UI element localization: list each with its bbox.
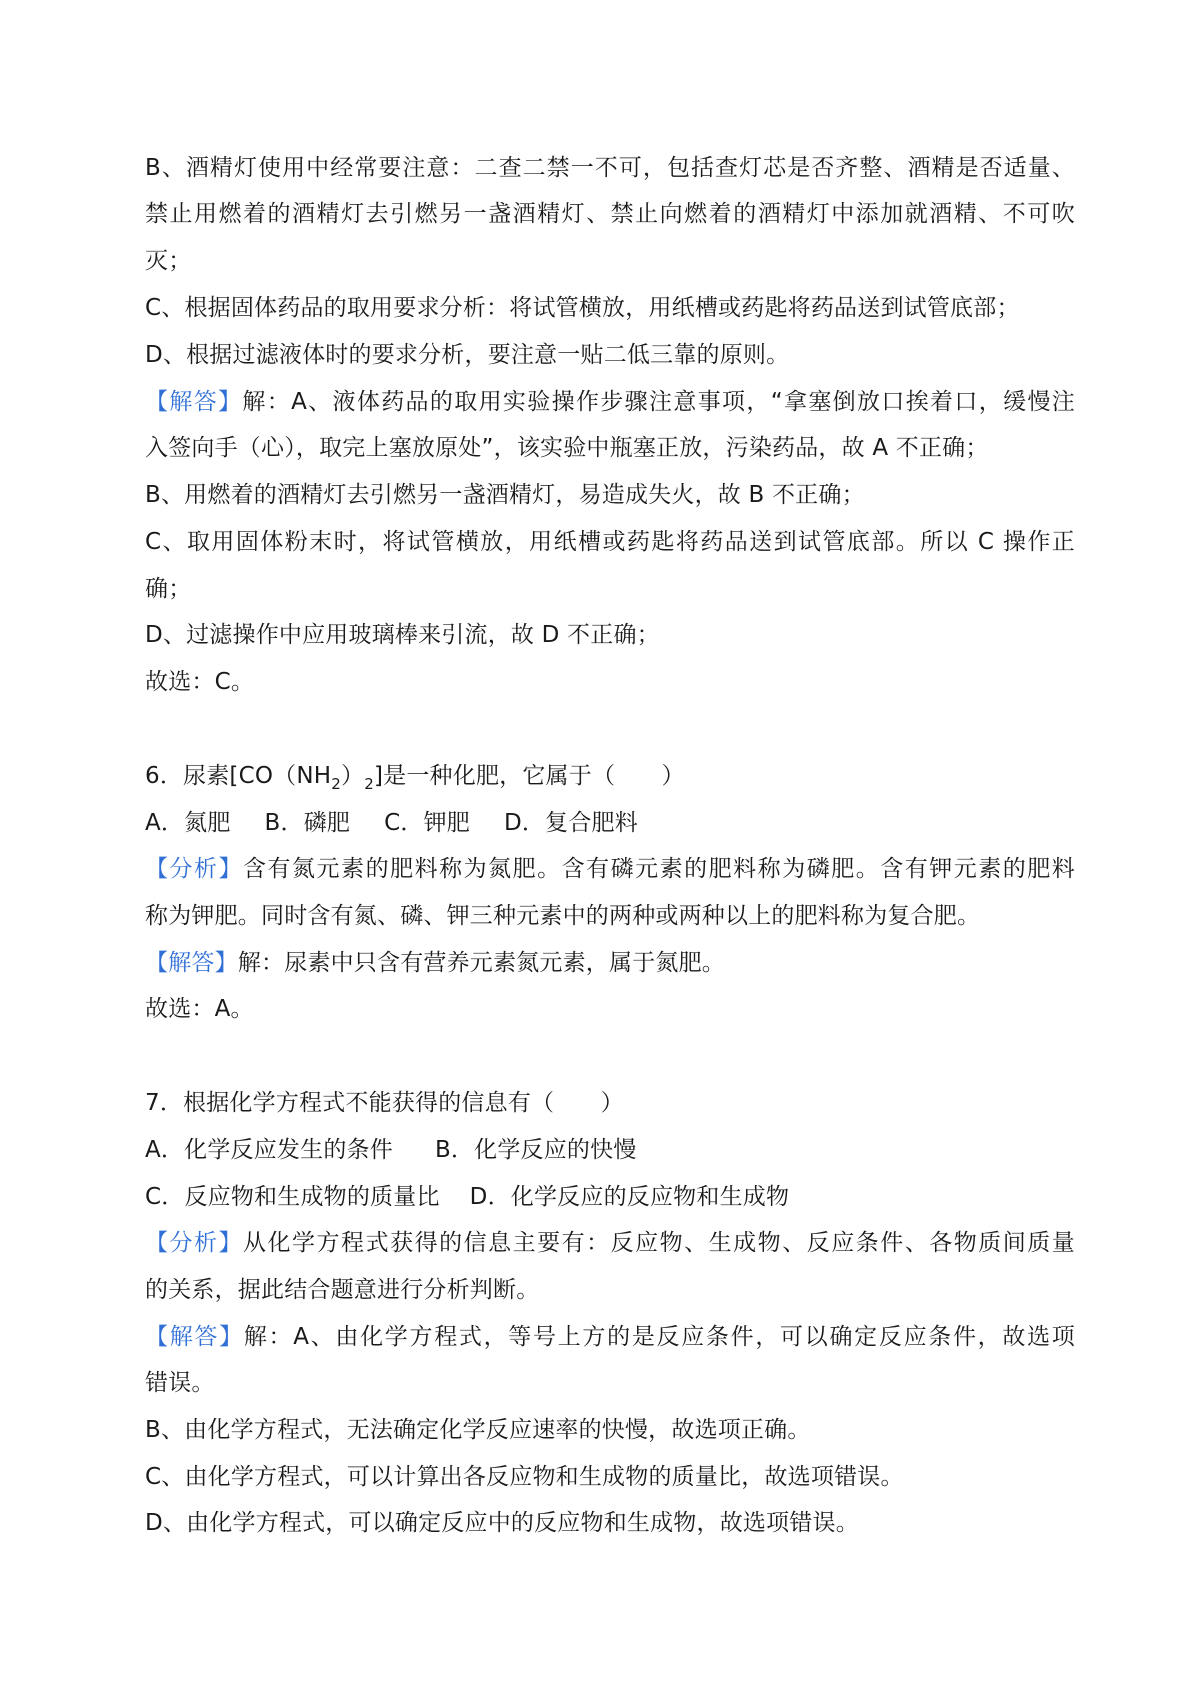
q6-stem-post: ]是一种化肥，它属于（ ） bbox=[373, 763, 685, 789]
q7-answer-b: B、由化学方程式，无法确定化学反应速率的快慢，故选项正确。 bbox=[145, 1417, 811, 1443]
q7-answer-line2: 错误。 bbox=[145, 1370, 215, 1396]
q5-answer-line2: 入签向手（心），取完上塞放原处”，该实验中瓶塞正放，污染药品，故 A 不正确； bbox=[145, 435, 989, 461]
answer-tag: 【解答】 bbox=[145, 950, 238, 976]
answer-tag: 【解答】 bbox=[145, 389, 243, 415]
q6-stem-sub1: 2 bbox=[331, 775, 342, 793]
q6-stem bbox=[145, 760, 1075, 792]
q7-options-row1 bbox=[145, 1134, 1075, 1166]
q6-stem-pre: 6．尿素[CO（NH bbox=[145, 763, 332, 789]
analysis-tag: 【分析】 bbox=[145, 1230, 244, 1256]
q5-answer-line1 bbox=[145, 386, 1075, 418]
q6-choice: 故选：A。 bbox=[145, 996, 254, 1022]
q6-analysis-line2: 称为钾肥。同时含有氮、磷、钾三种元素中的两种或两种以上的肥料称为复合肥。 bbox=[145, 903, 981, 929]
q7-analysis-line1 bbox=[145, 1227, 1075, 1259]
q5-b-analysis-line1: B、酒精灯使用中经常要注意：二查二禁一不可，包括查灯芯是否齐整、酒精是否适量、 bbox=[145, 155, 1075, 181]
q7-option-b: B．化学反应的快慢 bbox=[434, 1137, 637, 1163]
q5-choice: 故选：C。 bbox=[145, 669, 255, 695]
q6-answer-text: 解：尿素中只含有营养元素氮元素，属于氮肥。 bbox=[237, 950, 726, 976]
answer-tag: 【解答】 bbox=[145, 1324, 244, 1350]
q5-c-analysis: C、根据固体药品的取用要求分析：将试管横放，用纸槽或药匙将药品送到试管底部； bbox=[145, 295, 1020, 321]
q6-answer bbox=[145, 947, 1075, 979]
analysis-tag: 【分析】 bbox=[145, 856, 244, 882]
q7-stem: 7．根据化学方程式不能获得的信息有（ ） bbox=[145, 1090, 624, 1116]
q5-answer-c-line1: C、取用固体粉末时，将试管横放，用纸槽或药匙将药品送到试管底部。所以 C 操作正 bbox=[145, 529, 1075, 555]
q7-answer-c: C、由化学方程式，可以计算出各反应物和生成物的质量比，故选项错误。 bbox=[145, 1464, 904, 1490]
q7-option-c: C．反应物和生成物的质量比 bbox=[145, 1184, 440, 1210]
q7-option-d: D．化学反应的反应物和生成物 bbox=[469, 1184, 790, 1210]
q7-options-row2 bbox=[145, 1181, 1075, 1213]
q5-answer-text: 解：A、液体药品的取用实验操作步骤注意事项，“拿塞倒放口挨着口，缓慢注 bbox=[242, 389, 1075, 415]
q6-stem-sub2: 2 bbox=[364, 775, 374, 793]
q5-d-analysis: D、根据过滤液体时的要求分析，要注意一贴二低三靠的原则。 bbox=[145, 342, 790, 368]
q6-option-a: A．氮肥 bbox=[145, 810, 231, 836]
q7-analysis-line2: 的关系，据此结合题意进行分析判断。 bbox=[145, 1277, 540, 1303]
q7-option-a: A．化学反应发生的条件 bbox=[145, 1137, 393, 1163]
q7-answer-text: 解：A、由化学方程式，等号上方的是反应条件，可以确定反应条件，故选项 bbox=[243, 1324, 1075, 1350]
q6-option-c: C．钾肥 bbox=[384, 810, 471, 836]
q5-answer-b: B、用燃着的酒精灯去引燃另一盏酒精灯，易造成失火，故 B 不正确； bbox=[145, 482, 865, 508]
q5-answer-d: D、过滤操作中应用玻璃棒来引流，故 D 不正确； bbox=[145, 622, 660, 648]
q6-options bbox=[145, 807, 1075, 839]
q5-answer-c-line2: 确； bbox=[145, 576, 192, 602]
q5-b-analysis-line3: 灭； bbox=[145, 248, 192, 274]
q7-answer-d: D、由化学方程式，可以确定反应中的反应物和生成物，故选项错误。 bbox=[145, 1510, 859, 1536]
q5-b-analysis-line2: 禁止用燃着的酒精灯去引燃另一盏酒精灯、禁止向燃着的酒精灯中添加就酒精、不可吹 bbox=[145, 201, 1075, 227]
q6-analysis-line1 bbox=[145, 853, 1075, 885]
q6-stem-mid: ） bbox=[341, 763, 365, 789]
q6-option-d: D．复合肥料 bbox=[504, 810, 638, 836]
q7-answer-line1 bbox=[145, 1321, 1075, 1353]
q7-analysis-text: 从化学方程式获得的信息主要有：反应物、生成物、反应条件、各物质间质量 bbox=[243, 1230, 1075, 1256]
q6-option-b: B．磷肥 bbox=[264, 810, 351, 836]
q6-analysis-text: 含有氮元素的肥料称为氮肥。含有磷元素的肥料称为磷肥。含有钾元素的肥料 bbox=[243, 856, 1075, 882]
